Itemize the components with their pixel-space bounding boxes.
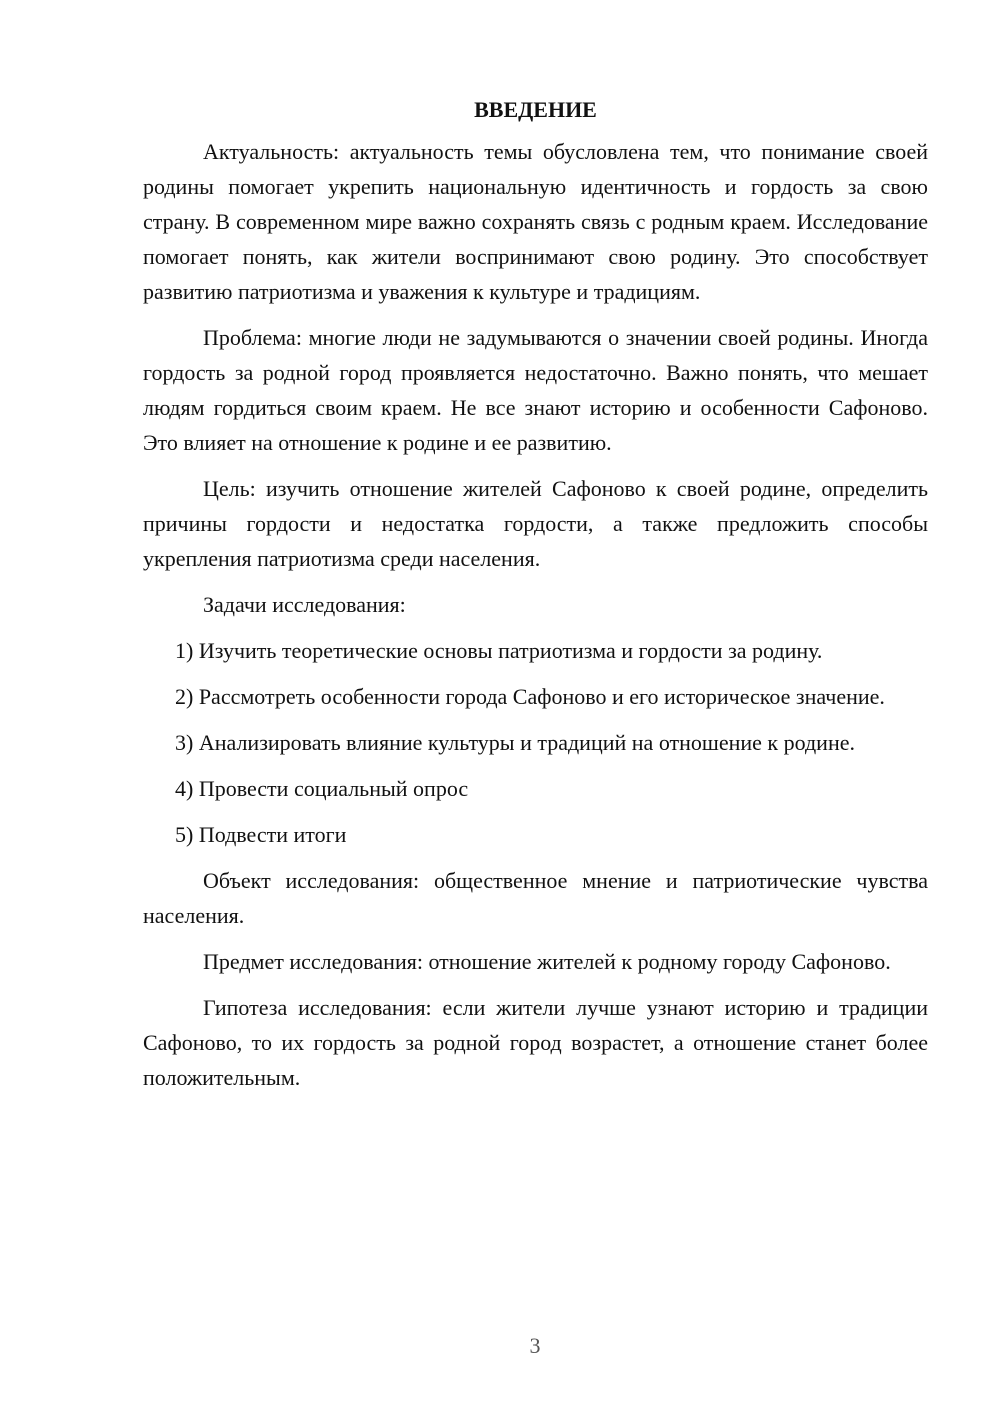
task-item-2: 2) Рассмотреть особенности города Сафоново и его историческое значение.	[175, 684, 885, 709]
relevance-paragraph: Актуальность: актуальность темы обусловлена тем, что понимание своей родины помогает укрепить национальную идентичность и гордость за свою страну. В современном мире важно сохранять связь с родным краем. Исследование помогает понять, как жители воспринимают свою родину. Это способствует развитию патриотизма и уважения к культуре и традициям.	[143, 139, 928, 304]
hypothesis-paragraph: Гипотеза исследования: если жители лучше узнают историю и традиции Сафоново, то их гордость за родной город возрастет, а отношение станет более положительным.	[143, 995, 928, 1090]
page-number: 3	[529, 1333, 541, 1358]
subject-paragraph: Предмет исследования: отношение жителей к родному городу Сафоново.	[203, 949, 891, 974]
task-item-1: 1) Изучить теоретические основы патриотизма и гордости за родину.	[175, 638, 823, 663]
object-paragraph: Объект исследования: общественное мнение и патриотические чувства населения.	[143, 868, 928, 928]
task-item-4: 4) Провести социальный опрос	[175, 776, 469, 801]
problem-paragraph: Проблема: многие люди не задумываются о значении своей родины. Иногда гордость за родной город проявляется недостаточно. Важно понять, что мешает людям гордиться своим краем. Не все знают историю и особенности Сафоново. Это влияет на отношение к родине и ее развитию.	[143, 325, 928, 455]
task-item-5: 5) Подвести итоги	[175, 822, 347, 847]
page-title: ВВЕДЕНИЕ	[474, 97, 597, 122]
tasks-title: Задачи исследования:	[203, 592, 406, 617]
document-page	[143, 92, 928, 1106]
goal-paragraph: Цель: изучить отношение жителей Сафоново к своей родине, определить причины гордости и недостатка гордости, а также предложить способы укрепления патриотизма среди населения.	[143, 476, 928, 571]
task-item-3: 3) Анализировать влияние культуры и традиций на отношение к родине.	[175, 730, 855, 755]
